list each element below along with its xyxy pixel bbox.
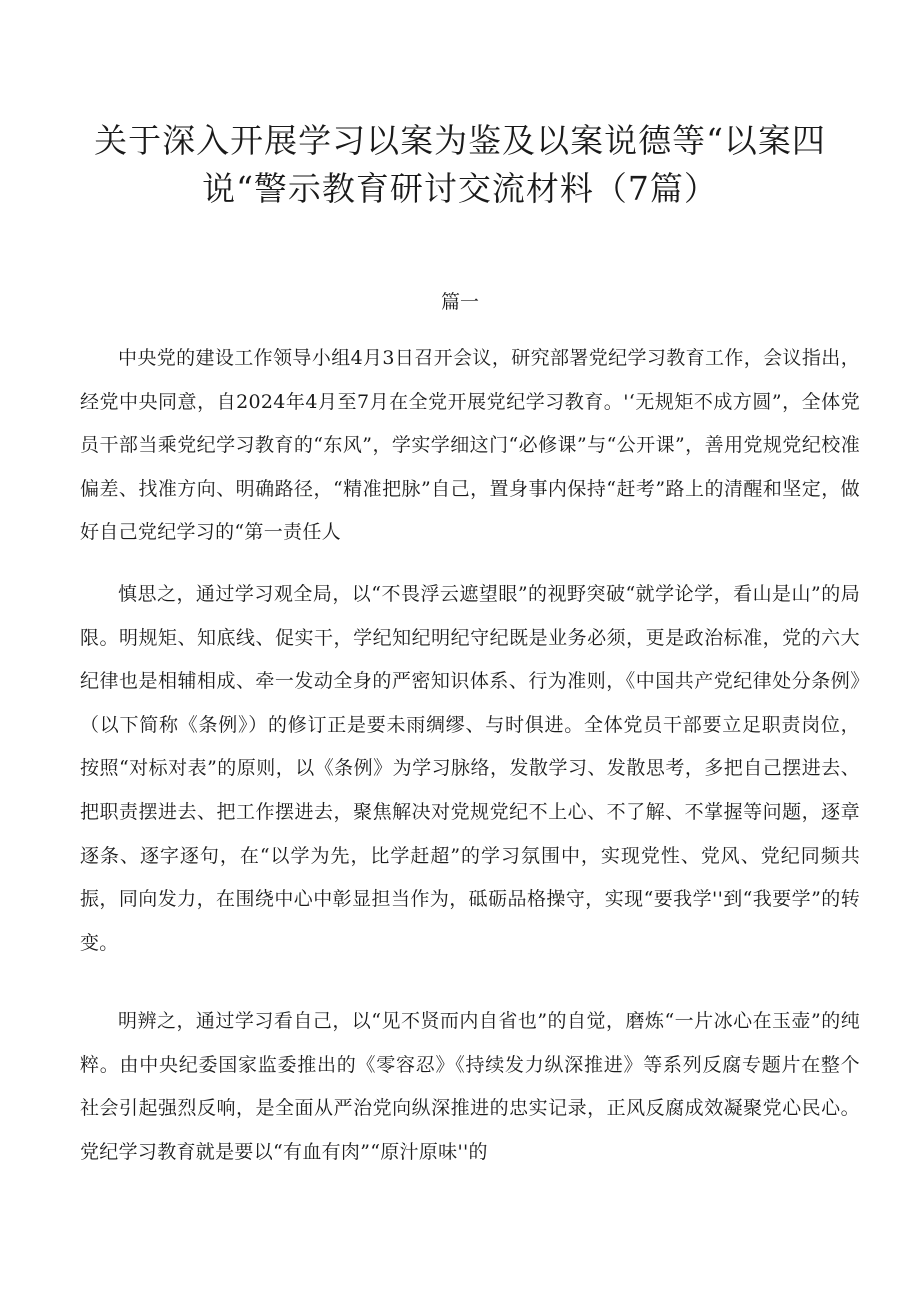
body-paragraph: 明辨之，通过学习看自己，以“见不贤而内自省也”的自觉，磨炼“一片冰心在玉壶”的纯粹。由中央纪委国家监委推出的《零容忍》《持续发力纵深推进》等系列反腐专题片在整个社会引起强烈反响，是全面从严治党向纵深推进的忠实记录，正风反腐成效凝聚党心民心。党纪学习教育就是要以“有血有肉”“原汁原味''的 [80,1010,860,1163]
body-paragraph: 中央党的建设工作领导小组4月3日召开会议，研究部署党纪学习教育工作，会议指出，经党中央同意，自2024年4月至7月在全党开展党纪学习教育。'‘无规矩不成方圆”，全体党员干部当乘党纪学习教育的“东风”，学实学细这门“必修课”与“公开课”，善用党规党纪校准偏差、找准方向、明确路径，“精准把脉”自己，置身事内保持“赶考”路上的清醒和坚定，做好自己党纪学习的“第一责任人 [80,347,860,544]
section-heading: 篇一 [440,291,479,313]
document-title: 关于深入开展学习以案为鉴及以案说德等“以案四说“警示教育研讨交流材料（7篇） [94,121,826,208]
body-paragraph: 慎思之，通过学习观全局，以“不畏浮云遮望眼”的视野突破“就学论学，看山是山”的局限。明规矩、知底线、促实干，学纪知纪明纪守纪既是业务必须，更是政治标准，党的六大纪律也是相辅相成、牵一发动全身的严密知识体系、行为准则，《中国共产党纪律处分条例》（以下简称《条例》）的修订正是要未雨绸缪、与时俱进。全体党员干部要立足职责岗位，按照“对标对表”的原则，以《条例》为学习脉络，发散学习、发散思考，多把自己摆进去、把职责摆进去、把工作摆进去，聚焦解决对党规党纪不上心、不了解、不掌握等问题，逐章逐条、逐字逐句，在“以学为先，比学赶超”的学习氛围中，实现党性、党风、党纪同频共振，同向发力，在围绕中心中彰显担当作为，砥砺品格操守，实现“要我学''到“我要学”的转变。 [80,583,860,954]
